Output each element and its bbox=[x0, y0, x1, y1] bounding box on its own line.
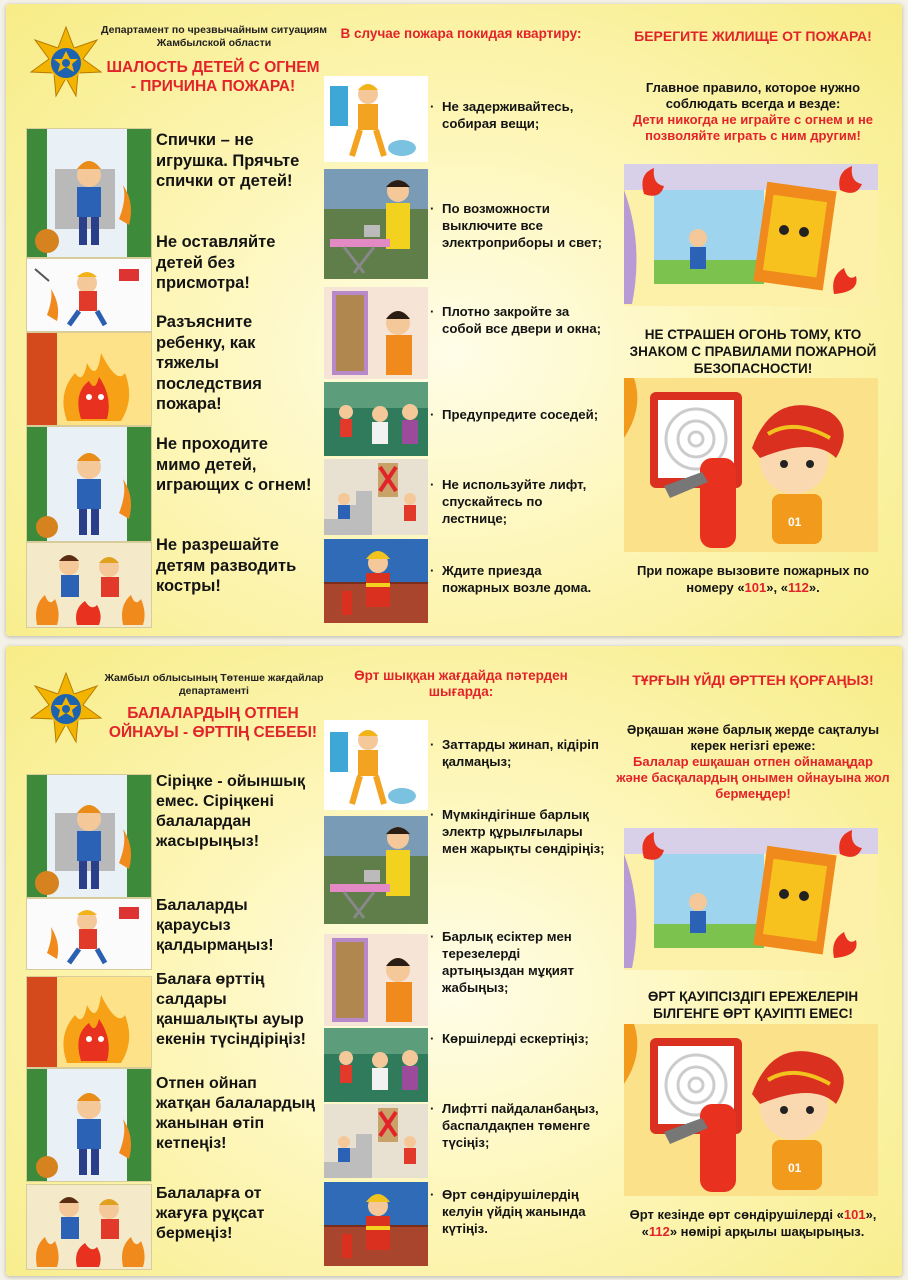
bullet-dot-icon: · bbox=[430, 807, 435, 822]
rule-4: Отпен ойнап жатқан балалардың жанынан өтіп кетпеңіз! bbox=[156, 1075, 316, 1152]
bullet-dot-icon: · bbox=[430, 477, 435, 492]
protect-home-title: ТҰРҒЫН ҮЙДІ ӨРТТЕН ҚОРҒАҢЫЗ! bbox=[632, 672, 874, 688]
rule-2: Балаларды қараусыз қалдырмаңыз! bbox=[156, 897, 274, 954]
evacuation-step-4: · Предупредите соседей; bbox=[430, 407, 599, 422]
firefighter-waiting-picture bbox=[324, 1182, 428, 1266]
svg-text:01: 01 bbox=[788, 1161, 802, 1175]
warning-neighbors-picture bbox=[324, 382, 428, 456]
evacuation-step-6: · Ждите приезда пожарных возле дома. bbox=[430, 563, 592, 595]
bullet-dot-icon: · bbox=[430, 407, 435, 422]
match-box-fire-picture bbox=[624, 164, 878, 306]
warning-neighbors-picture bbox=[324, 1028, 428, 1102]
bullet-dot-icon: · bbox=[430, 304, 435, 319]
bullet-dot-icon: · bbox=[430, 99, 435, 114]
fire-monster-picture bbox=[26, 332, 152, 426]
evacuation-step-1: · Заттарды жинап, кідіріп қалмаңыз; bbox=[430, 737, 599, 769]
evacuation-step-2: · По возможности выключите все электроприборы и свет; bbox=[430, 201, 603, 250]
children-by-bonfire-picture bbox=[26, 1184, 152, 1270]
call-firefighters-text: При пожаре вызовите пожарных по номеру «101», «112». bbox=[636, 563, 870, 595]
evacuation-step-2: · Мүмкіндігінше барлық электр құрылғылары мен жарықты сөндіріңіз; bbox=[430, 807, 605, 856]
main-rule bbox=[616, 722, 890, 802]
phone-112: 112 bbox=[648, 1224, 670, 1239]
evacuation-step-5: · Лифтті пайдаланбаңыз, баспалдақпен төменге түсіңіз; bbox=[430, 1101, 599, 1150]
girl-packing-picture bbox=[324, 76, 428, 162]
fire-safety-title: ӨРТ ҚАУІПСІЗДІГІ ЕРЕЖЕЛЕРІН БІЛГЕНГЕ ӨРТ ҚАУІПТІ ЕМЕС! bbox=[647, 989, 859, 1021]
boy-closing-door-picture bbox=[324, 287, 428, 379]
bullet-dot-icon: · bbox=[430, 563, 435, 578]
main-rule-warning: Дети никогда не играйте с огнем и не позволяйте играть с ним другим! bbox=[632, 112, 874, 143]
stairs-no-lift-picture bbox=[324, 459, 428, 535]
department-name: Департамент по чрезвычайным ситуациям Жамбылской области bbox=[101, 24, 327, 49]
bullet-dot-icon: · bbox=[430, 929, 435, 944]
stairs-no-lift-picture bbox=[324, 1104, 428, 1178]
evacuation-step-3: · Барлық есіктер мен терезелерді артыңыздан мұқият жабыңыз; bbox=[430, 929, 575, 995]
bullet-dot-icon: · bbox=[430, 1101, 435, 1116]
evacuation-step-6: · Өрт сөндірушілердің келуін үйдің жанында күтіңіз. bbox=[430, 1187, 586, 1236]
bullet-dot-icon: · bbox=[430, 1031, 435, 1046]
boy-with-matches-picture-2 bbox=[26, 1068, 152, 1182]
fire-safety-title: НЕ СТРАШЕН ОГОНЬ ТОМУ, КТО ЗНАКОМ С ПРАВИЛАМИ ПОЖАРНОЙ БЕЗОПАСНОСТИ! bbox=[629, 327, 877, 376]
boy-with-matches-picture bbox=[26, 774, 152, 898]
child-playing-with-fire-picture bbox=[26, 898, 152, 970]
main-rule bbox=[616, 80, 890, 144]
phone-112: 112 bbox=[787, 580, 809, 595]
bullet-dot-icon: · bbox=[430, 1187, 435, 1202]
main-title: ШАЛОСТЬ ДЕТЕЙ С ОГНЕМ - ПРИЧИНА ПОЖАРА! bbox=[106, 59, 320, 95]
main-title: БАЛАЛАРДЫҢ ОТПЕН ОЙНАУЫ - ӨРТТІҢ СЕБЕБІ! bbox=[108, 705, 318, 741]
rule-2: Не оставляйте детей без присмотра! bbox=[156, 233, 276, 292]
firefighter-child-extinguisher-picture bbox=[624, 1024, 878, 1196]
firefighter-child-extinguisher-picture bbox=[624, 378, 878, 552]
evacuation-title: В случае пожара покидая квартиру: bbox=[340, 26, 582, 41]
evacuation-title: Өрт шыққан жағдайда пәтерден шығарда: bbox=[354, 668, 568, 699]
rule-5: Балаларға от жағуға рұқсат бермеңіз! bbox=[156, 1185, 265, 1242]
evacuation-step-5: · Не используйте лифт, спускайтесь по лестнице; bbox=[430, 477, 587, 526]
rule-1: Спички – не игрушка. Прячьте спички от детей! bbox=[156, 131, 300, 190]
child-playing-with-fire-picture bbox=[26, 258, 152, 332]
call-firefighters-text: Өрт кезінде өрт сөндірушілерді «101», «112» нөмірі арқылы шақырыңыз. bbox=[629, 1207, 877, 1239]
leaflet-kazakh bbox=[6, 646, 902, 1276]
girl-packing-picture bbox=[324, 720, 428, 810]
evacuation-step-1: · Не задерживайтесь, собирая вещи; bbox=[430, 99, 574, 131]
rule-3: Разъясните ребенку, как тяжелы последствия пожара! bbox=[156, 313, 262, 413]
bullet-dot-icon: · bbox=[430, 737, 435, 752]
main-rule-warning: Балалар ешқашан отпен ойнамаңдар және басқалардың онымен ойнауына жол бермеңдер! bbox=[616, 754, 890, 801]
main-rule-text: Главное правило, которое нужно соблюдать всегда и везде: bbox=[645, 80, 861, 111]
protect-home-title: БЕРЕГИТЕ ЖИЛИЩЕ ОТ ПОЖАРА! bbox=[634, 28, 872, 44]
man-ironing-picture bbox=[324, 816, 428, 924]
rule-5: Не разрешайте детям разводить костры! bbox=[156, 536, 297, 595]
svg-text:01: 01 bbox=[788, 515, 802, 529]
rule-3: Балаға өрттің салдары қаншалықты ауыр екенін түсіндіріңіз! bbox=[156, 971, 306, 1048]
boy-with-matches-picture bbox=[26, 128, 152, 258]
rule-4: Не проходите мимо детей, играющих с огнем! bbox=[156, 435, 312, 494]
boy-with-matches-picture-2 bbox=[26, 426, 152, 542]
phone-101: 101 bbox=[843, 1207, 866, 1222]
bullet-dot-icon: · bbox=[430, 201, 435, 216]
match-box-fire-picture bbox=[624, 828, 878, 970]
main-rule-text: Әрқашан және барлық жерде сақталуы керек негізгі ереже: bbox=[626, 722, 880, 753]
evacuation-step-3: · Плотно закройте за собой все двери и окна; bbox=[430, 304, 602, 336]
firefighter-waiting-picture bbox=[324, 539, 428, 623]
phone-101: 101 bbox=[744, 580, 767, 595]
boy-closing-door-picture bbox=[324, 934, 428, 1026]
rule-1: Сіріңке - ойыншық емес. Сіріңкені балалардан жасырыңыз! bbox=[156, 773, 305, 850]
man-ironing-picture bbox=[324, 169, 428, 279]
leaflet-russian bbox=[6, 4, 902, 636]
fire-monster-picture bbox=[26, 976, 152, 1068]
evacuation-step-4: · Көршілерді ескертіңіз; bbox=[430, 1031, 589, 1046]
department-name: Жамбыл облысының Төтенше жағдайлар департаменті bbox=[104, 672, 324, 697]
children-by-bonfire-picture bbox=[26, 542, 152, 628]
